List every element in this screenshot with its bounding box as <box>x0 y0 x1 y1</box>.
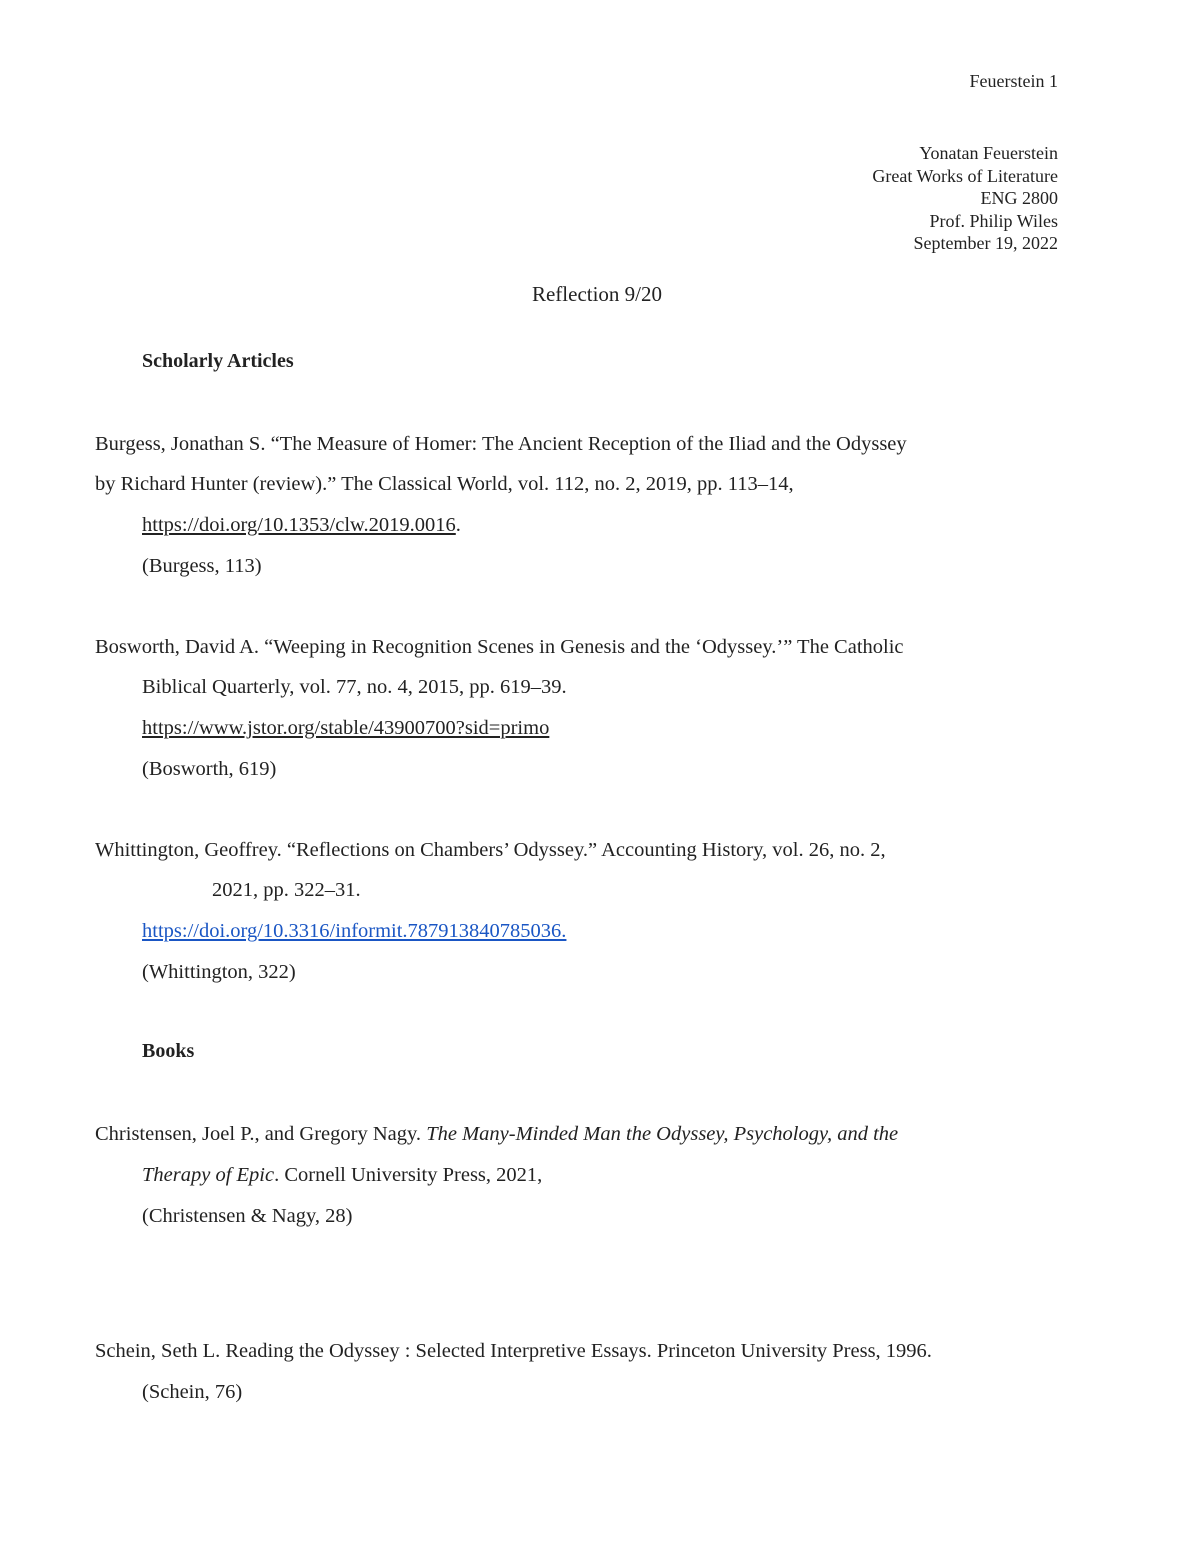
entry-burgess-line1: Burgess, Jonathan S. “The Measure of Homer: The Ancient Reception of the Iliad and the Odyssey <box>95 433 907 455</box>
christensen-authors: Christensen, Joel P., and Gregory Nagy. <box>95 1123 427 1145</box>
document-title: Reflection 9/20 <box>531 282 663 306</box>
entry-christensen-citation: (Christensen & Nagy, 28) <box>142 1205 353 1227</box>
entry-christensen-line1 <box>95 1121 898 1147</box>
professor-name: Prof. Philip Wiles <box>929 210 1058 231</box>
entry-whittington-citation: (Whittington, 322) <box>142 961 296 983</box>
entry-burgess-citation: (Burgess, 113) <box>142 555 262 577</box>
entry-schein-citation: (Schein, 76) <box>142 1381 243 1403</box>
header-block <box>872 142 1058 255</box>
burgess-link-period: . <box>455 514 461 536</box>
section-heading-articles: Scholarly Articles <box>142 350 294 372</box>
christensen-title-part1: The Many-Minded Man the Odyssey, Psychology, and the <box>426 1123 899 1145</box>
entry-burgess-link-line <box>142 512 461 538</box>
entry-bosworth-citation: (Bosworth, 619) <box>142 758 277 780</box>
course-code: ENG 2800 <box>980 188 1058 209</box>
document-date: September 19, 2022 <box>913 233 1058 254</box>
bosworth-jstor-link[interactable]: https://www.jstor.org/stable/43900700?sid=primo <box>142 717 550 739</box>
whittington-doi-link[interactable]: https://doi.org/10.3316/informit.787913840785036. <box>142 920 567 942</box>
author-name: Yonatan Feuerstein <box>919 143 1058 163</box>
entry-schein-line1: Schein, Seth L. Reading the Odyssey : Selected Interpretive Essays. Princeton University Press, 1996. <box>95 1340 932 1362</box>
entry-christensen-line2 <box>142 1162 542 1188</box>
entry-burgess-line2: by Richard Hunter (review).” The Classical World, vol. 112, no. 2, 2019, pp. 113–14, <box>95 473 794 495</box>
entry-whittington-line1: Whittington, Geoffrey. “Reflections on Chambers’ Odyssey.” Accounting History, vol. 26, no. 2, <box>95 839 886 861</box>
entry-whittington-line2: 2021, pp. 322–31. <box>212 879 361 901</box>
section-heading-books: Books <box>142 1040 195 1062</box>
burgess-doi-link[interactable]: https://doi.org/10.1353/clw.2019.0016 <box>142 514 456 536</box>
christensen-publisher: . Cornell University Press, 2021, <box>274 1164 543 1186</box>
entry-bosworth-line2: Biblical Quarterly, vol. 77, no. 4, 2015, pp. 619–39. <box>142 676 567 698</box>
entry-bosworth-line1: Bosworth, David A. “Weeping in Recognition Scenes in Genesis and the ‘Odyssey.’” The Catholic <box>95 636 904 658</box>
page-number: Feuerstein 1 <box>969 71 1058 91</box>
course-name: Great Works of Literature <box>872 165 1058 186</box>
christensen-title-part2: Therapy of Epic <box>142 1164 275 1186</box>
